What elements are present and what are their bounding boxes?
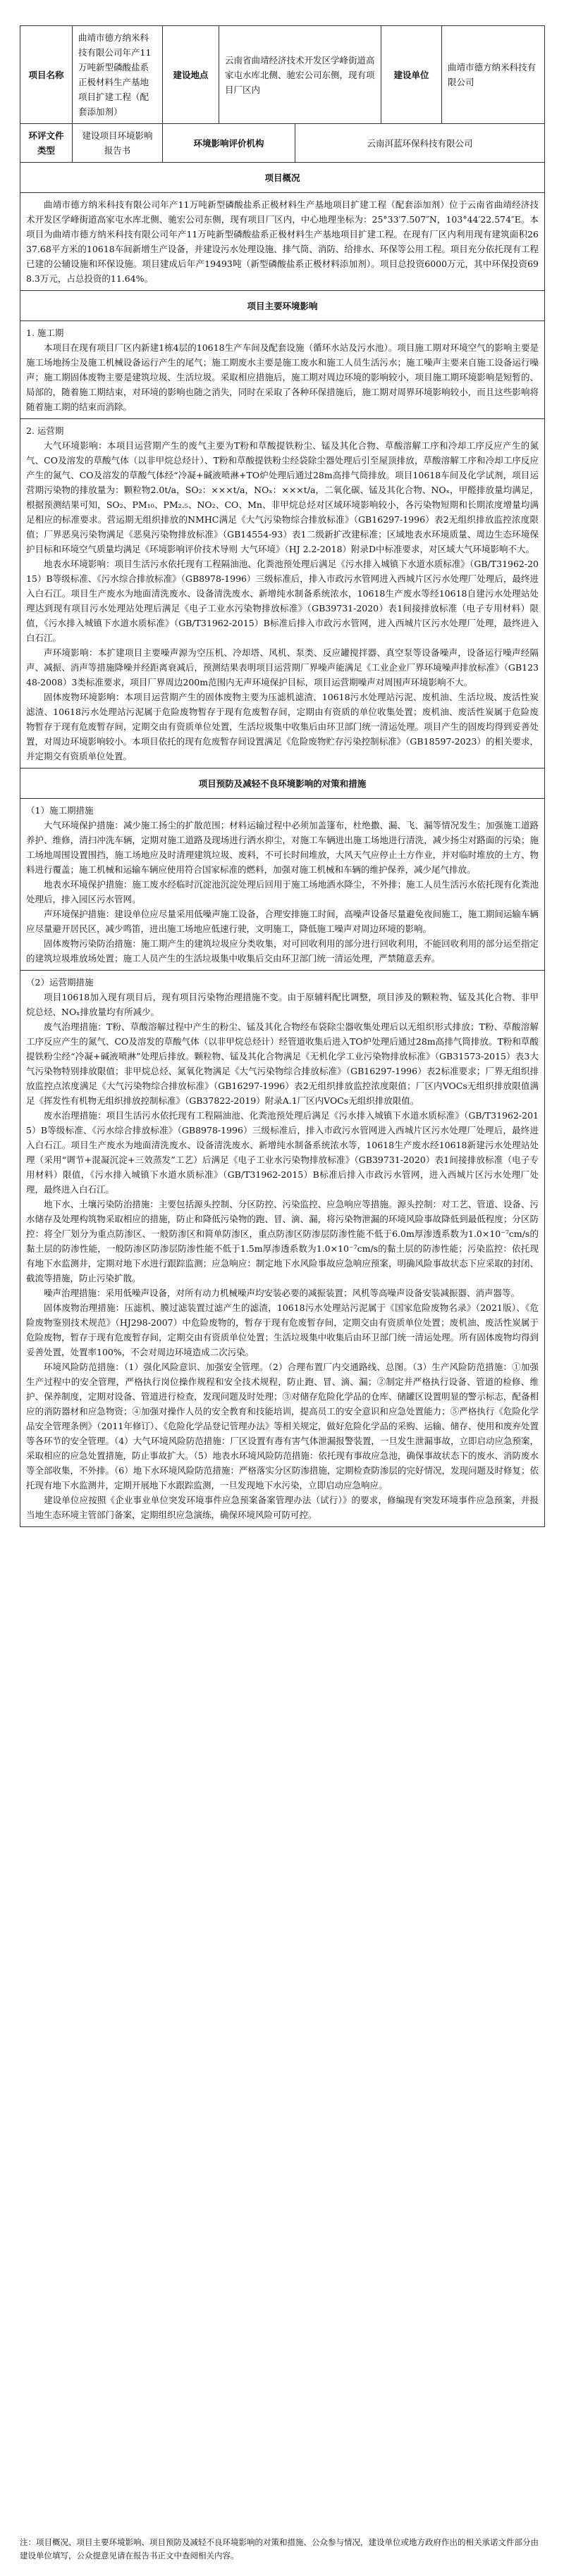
c-water-text: 地表水环境保护措施：施工废水经临时沉淀池沉淀处理后回用于施工场地洒水降尘，不外排；施工人员生活污水依托现有化粪池处理后，排入园区污水管网。 <box>26 879 539 904</box>
construction-heading: 1. 施工期 <box>26 328 64 338</box>
o-water-text: 废水治理措施：项目生活污水依托现有工程隔油池、化粪池预处理后满足《污水排入城镇下水道水质标准》（GB/T31962-2015）B等级标准、《污水综合排放标准》（GB8978-1996）三级标准后，排入市政污水管网进入西城片区污水处理厂处理后，最终进入白石江。项目生产废水为地面清洗废水、设备清洗废水、新增纯水制备系统浓水等，10618生产废水经10618新建污水处理站处理（采用“调节+混凝沉淀+三效蒸发”工艺）后满足《电子工业水污染物排放标准》（GB39731-2020）表1间接排放标准（电子专用材料）限值，《污水排入城镇下水道水质标准》（GB/T31962-2015）B标准后排入市政污水管网，进入西城片区污水处理厂处理，最终进入白石江。 <box>26 1110 539 1195</box>
o-air-text: 废气治理措施：T粉、草酸溶解过程中产生的粉尘、锰及其化合物经布袋除尘器收集处理后以无组织形式排放；T粉、草酸溶解工序反应产生的氮气、CO及溶发的草酸气体（以非甲烷总烃计）经管道收集后进入TO炉处理后通过28m高排气筒排放。T粉和草酸提铁粉尘经“冷凝+碱液喷淋”处理后排放。颗粒物、锰及其化合物满足《无机化学工业污染物排放标准》（GB31573-2015）表3大气污染物特别排放限值；非甲烷总烃、氮氧化物满足《大气污染物综合排放标准》（GB16297-1996）表2标准要求；厂界无组织排放监控点浓度满足《大气污染物综合排放标准》（GB16297-1996）表2无组织排放监控浓度限值；厂区内VOCs无组织排放限值满足《挥发性有机物无组织排放控制标准》（GB37822-2019）附录A.1厂区内VOCs无组织排放限值。 <box>26 1021 539 1106</box>
unit-label: 建设单位 <box>381 26 442 124</box>
operation-measures-heading: （2）运营期措施 <box>26 977 94 988</box>
operation-heading: 2. 运营期 <box>26 425 64 436</box>
site-label: 建设地点 <box>163 26 219 124</box>
unit-value: 曲靖市德方纳米科技有限公司 <box>442 26 545 124</box>
eia-org-value: 云南洱蓝环保科技有限公司 <box>295 124 545 163</box>
operation-measures-cell <box>20 971 545 1527</box>
overview-title: 项目概况 <box>20 163 545 193</box>
c-solid-text: 固体废物污染防治措施：施工期产生的建筑垃圾应分类收集，对可回收利用的部分进行回收利用，不能回收利用的部分运至指定的建筑垃圾堆放场处置；施工人员产生的生活垃圾集中收集后交由环卫部门统一清运处理，严禁随意丢弃。 <box>26 938 539 964</box>
overview-cell <box>20 193 545 291</box>
c-air-text: 大气环境保护措施：减少施工扬尘的扩散范围；材料运输过程中必须加盖篷布，杜绝撒、漏、飞、漏等情况发生；加强施工道路养护、维修，清扫冲洗车辆，定期对施工道路及现场进行洒水抑尘，对施工车辆进出施工场地进行清洗，减少扬尘对路面的污染；施工场地周围设置围挡，施工场地应及时清理建筑垃圾、废料，不可长时间堆放，大风天气应停止土方作业，并对临时堆放的土方、物料进行覆盖；施工机械和运输车辆应使用符合国家标准的燃料，加强对施工机械和车辆的维护保养，减少尾气排放。 <box>26 820 539 875</box>
c-noise-text: 声环境保护措施：建设单位应尽量采用低噪声施工设备，合理安排施工时间，高噪声设备尽量避免夜间施工，施工期间运输车辆应尽量避开居民区，减少鸣笛，进出施工场地应低速行驶，文明施工，降低施工噪声对周边环境的影响。 <box>26 909 539 934</box>
eia-summary-table <box>20 25 545 1527</box>
project-name-label: 项目名称 <box>20 26 73 124</box>
construction-text: 本项目在现有项目厂区内新建1栋4层的10618生产车间及配套设施（循环水站及污水池）。项目施工期对环境空气的影响主要是施工场地扬尘及施工机械设备运行产生的尾气；施工期废水主要是施工废水和施工人员生活污水；施工噪声主要来自施工设备运行噪声；施工期固体废物主要是建筑垃圾、生活垃圾。采取相应措施后，施工期对周边环境的影响较小，项目施工期环境影响是短暂的、局部的，随着施工期结束，对环境的影响也随之消失，同时在采取了各种环保措施后，施工期对周界环境影响较小，而且这些影响将随着施工期的结束而消除。 <box>26 342 539 412</box>
o-ground-text: 地下水、土壤污染防治措施：主要包括源头控制、分区防控、污染监控、应急响应等措施。源头控制：对工艺、管道、设备、污水储存及处理构筑物采取相应的措施，防止和降低污染物的跑、冒、滴、漏，将污染物泄漏的环境风险事故降低到最低程度；分区防控：将全厂划分为重点防渗区、一般防渗区和简单防渗区，重点防渗区防渗层防渗性能不低于6.0m厚渗透系数为1.0×10⁻⁷cm/s的黏土层的防渗性能，一般防渗区防渗层防渗性能不低于1.5m厚渗透系数为1.0×10⁻⁷cm/s的黏土层的防渗性能；污染监控：依托现有地下水监测井，定期对地下水进行跟踪监测；应急响应：制定地下水风险事故应急响应预案，明确风险事故状态下应采取的封闭、截流等措施，防止污染扩散。 <box>26 1199 539 1283</box>
o-solid-text: 固体废物治理措施：压滤机、膜过滤装置过滤产生的滤渣，10618污水处理站污泥属于《国家危险废物名录》（2021版）、《危险废物鉴别技术规范》（HJ298-2007）中危险废物的，暂存于现有危废暂存间，定期交由有资质单位处置；废机油、废活性炭属于危险废物，暂存于现有危废暂存间，定期交由有资质单位处置；生活垃圾集中收集后由环卫部门统一清运处理。所有固体废物均得到妥善处置，处置率100%，不会对周边环境造成二次污染。 <box>26 1302 539 1357</box>
measures-title: 项目预防及减轻不良环境影响的对策和措施 <box>20 769 545 799</box>
construction-cell <box>20 321 545 419</box>
o-intro-text: 项目10618加入现有项目后，现有项目污染物治理措施不变。由于原辅料配比调整，项目涉及的颗粒物、锰及其化合物、非甲烷总烃、NOₓ排放量均有所减少。 <box>26 992 539 1017</box>
overview-text: 曲靖市德方纳米科技有限公司年产11万吨新型磷酸盐系正极材料生产基地项目扩建工程（配套添加剂）位于云南省曲靖经济技术开发区学峰街道高家屯水库北侧、驰宏公司东侧，现有项目厂区内，中心地理坐标为：25°33′7.507″N，103°44′22.574″E。本项目为曲靖市德方纳米科技有限公司年产11万吨新型磷酸盐系正极材料生产基地项目扩建工程。在现有厂区内利用现有建筑面积2637.68平方米的10618车间新增生产设备，并建设污水处理设施、排气筒、消防、给排水、环保等公用工程。项目充分依托现有工程已建的公辅设施和环保设施。项目建成后年产19493吨（新型磷酸盐系正极材料添加剂）。项目总投资6000万元，其中环保投资698.3万元，占总投资的11.64%。 <box>26 199 539 284</box>
noise-impact-text: 声环境影响：本扩建项目主要噪声源为空压机、冷却塔、风机、泵类、反应罐搅拌器、真空泵等设备噪声，设备运行噪声经隔声、减振、消声等措施降噪并经距离衰减后，预测结果表明项目运营期厂界噪声能满足《工业企业厂界环境噪声排放标准》（GB12348-2008）3类标准要求，项目厂界周边200m范围内无声环境保护目标，项目运营期噪声对周围声环境影响不大。 <box>26 647 539 687</box>
footnote: 注：项目概况、项目主要环境影响、项目预防及减轻不良环境影响的对策和措施、公众参与情况，建设单位或地方政府作出的相关承诺文件部分由建设单位填写，公众提意见请在报告书正文中查阅相关内容。 <box>20 2537 539 2561</box>
eia-type-label: 环评文件类型 <box>20 124 73 163</box>
o-risk-text: 环境风险防范措施：（1）强化风险意识、加强安全管理。（2）合理布置厂内交通路线、总图。（3）生产风险防范措施：①加强生产过程中的安全管理，严格执行岗位操作规程和安全技术规程，防止跑、冒、滴、漏；②制定并严格执行设备、管道的检修、维护、保养制度，定期对设备、管道进行检查，发现问题及时处理；③对储存危险化学品的仓库、储罐区设置明显的警示标志，配备相应的消防器材和应急物资；④加强对操作人员的安全教育和技能培训，提高员工的安全意识和应急处置能力；⑤严格执行《危险化学品安全管理条例》（2011年修订）、《危险化学品登记管理办法》等相关规定，做好危险化学品的采购、运输、储存、使用和废弃处置等各环节的安全管理。（4）大气环境风险防范措施：厂区设置有毒有害气体泄漏报警装置，一旦发生泄漏事故，立即启动应急预案，采取相应的应急处置措施，防止事故扩大。（5）地表水环境风险防范措施：依托现有事故应急池，确保事故状态下的废水、消防废水等全部收集，不外排。（6）地下水环境风险防范措施：严格落实分区防渗措施，定期检查防渗层的完好情况，发现问题及时修复；依托现有地下水监测井，定期开展地下水跟踪监测，一旦发现地下水污染，立即启动应急响应。 <box>26 1362 539 1491</box>
o-risk-end-text: 建设单位应按照《企业事业单位突发环境事件应急预案备案管理办法（试行）》的要求，修编现有突发环境事件应急预案，并报当地生态环境主管部门备案，定期组织应急演练，确保环境风险可防可控。 <box>26 1495 539 1520</box>
water-impact-text: 地表水环境影响：项目生活污水依托现有工程隔油池、化粪池预处理后满足《污水排入城镇下水道水质标准》（GB/T31962-2015）B等级标准、《污水综合排放标准》（GB8978-1996）三级标准后，排入市政污水管网进入西城片区污水处理厂处理后，最终进入白石江。项目生产废水为地面清洗废水、设备清洗废水、新增纯水制备系统浓水，10618生产废水等经10618自建污水处理站处理达到现有项目污水处理站处理后满足《电子工业水污染物排放标准》（GB39731-2020）表1间接排放标准（电子专用材料）限值，《污水排入城镇下水道水质标准》（GB/T31962-2015）B标准后排入市政污水管网，进入西城片区污水处理厂处理，最终进入白石江。 <box>26 559 539 643</box>
air-impact-text: 大气环境影响：本项目运营期产生的废气主要为T粉和草酸提铁粉尘、锰及其化合物、草酸溶解工序和冷却工序反应产生的氮气、CO及溶发的草酸气体（以非甲烷总烃计）、T粉和草酸提铁粉尘经袋除尘器处理后引至屋顶排放，草酸溶解工序和冷却工序反应产生的氮气、CO及溶发的草酸气体经“冷凝+碱液喷淋+TO炉处理后通过28m高排气筒排放。项目10618车间及化学试剂，项目运营期污染物的排放量为：颗粒物2.0t/a，SO₂：×××t/a，NOₓ：×××t/a，二氧化碳、锰及其化合物、NOₓ，甲醛排放量均满足，根据预测结果可知，SO₂、PM₁₀、PM₂.₅、NO₂、CO、Mn、非甲烷总烃对区域环境影响较小，各污染物短期和长期浓度增量均满足相应的标准要求。营运期无组织排放的NMHC满足《大气污染物综合排放标准》（GB16297-1996）表2无组织排放监控浓度限值；厂界恶臭污染物满足《恶臭污染物排放标准》（GB14554-93）表1二级新扩改建标准；区域地表水环境质量、周边生态环境保护目标和环境空气质量均满足《环境影响评价技术导则 大气环境》（HJ 2.2-2018）附录D中标准要求，对区域大气环境影响不大。 <box>26 440 539 554</box>
impact-title: 项目主要环境影响 <box>20 291 545 321</box>
o-noise-text: 噪声治理措施：采用低噪声设备，对所有动力机械噪声均安装必要的减振装置；风机等高噪声设备安装减振器、消声器等。 <box>44 1288 520 1298</box>
construction-measures-heading: （1）施工期措施 <box>26 805 94 816</box>
eia-org-label: 环境影响评价机构 <box>163 124 295 163</box>
operation-cell <box>20 419 545 769</box>
project-name: 曲靖市德方纳米科技有限公司年产11万吨新型磷酸盐系正极材料生产基地项目扩建工程（配套添加剂） <box>73 26 163 124</box>
eia-type-value: 建设项目环境影响报告书 <box>73 124 163 163</box>
construction-measures-cell <box>20 799 545 971</box>
solid-impact-text: 固体废物环境影响：本项目运营期产生的固体废物主要为压滤机滤渣、10618污水处理站污泥、废机油、生活垃圾、废活性炭滤渣、10618污水处理站污泥属于危险废物暂存于现有危废暂存间，定期由有资质的单位收集处置；废机油、废活性炭属于危险废物暂存于现有危废暂存间，定期交由有资质单位处置，生活垃圾集中收集后由环卫部门统一清运处理。项目产生的固废均得到妥善处置，对周边环境影响较小。本项目依托的现有危废暂存间设置满足《危险废物贮存污染控制标准》（GB18597-2023）的相关要求，并定期交有资质单位处置。 <box>26 692 539 761</box>
site-value: 云南省曲靖经济技术开发区学峰街道高家屯水库北侧、驰宏公司东侧，现有项目厂区内 <box>219 26 381 124</box>
